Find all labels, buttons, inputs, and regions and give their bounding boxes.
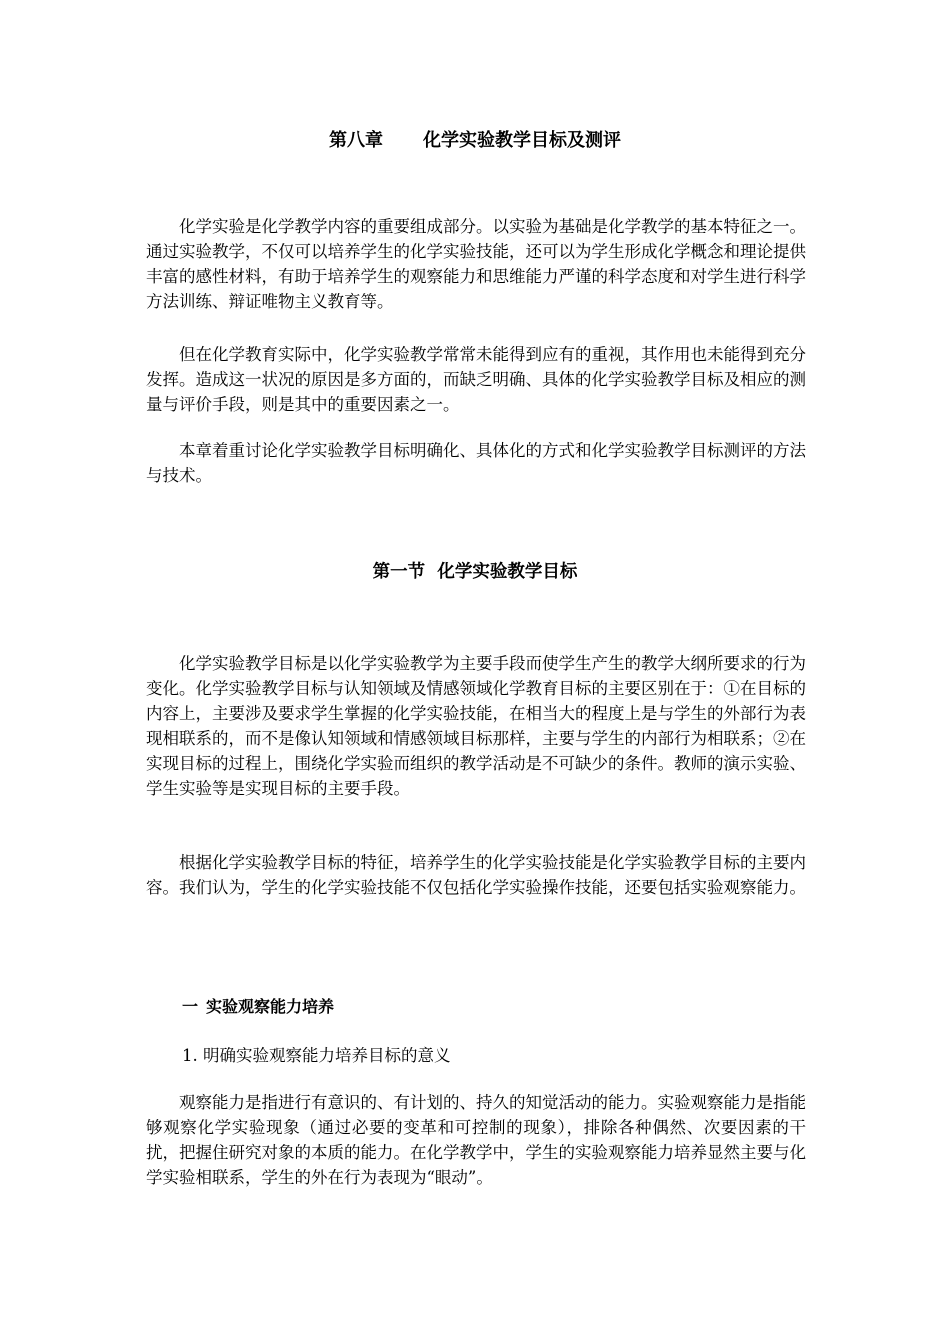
subsection-number: 一 <box>182 997 199 1016</box>
subsection-title: 实验观察能力培养 <box>206 997 335 1016</box>
intro-paragraph-1: 化学实验是化学教学内容的重要组成部分。以实验为基础是化学教学的基本特征之一。通过实验教学，不仅可以培养学生的化学实验技能，还可以为学生形成化学概念和理论提供丰富的感性材料，有助于培养学生的观察能力和思维能力严谨的科学态度和对学生进行科学方法训练、辩证唯物主义教育等。 <box>146 217 806 311</box>
intro-paragraph-3: 本章着重讨论化学实验教学目标明确化、具体化的方式和化学实验教学目标测评的方法与技术。 <box>146 441 806 485</box>
item-paragraph-1: 观察能力是指进行有意识的、有计划的、持久的知觉活动的能力。实验观察能力是指能够观察化学实验现象（通过必要的变革和可控制的现象），排除各种偶然、次要因素的干扰，把握住研究对象的本质的能力。在化学教学中，学生的实验观察能力培养显然主要与化学实验相联系，学生的外在行为表现为“眼动”。 <box>146 1093 806 1187</box>
section-paragraph-1: 化学实验教学目标是以化学实验教学为主要手段而使学生产生的教学大纲所要求的行为变化。化学实验教学目标与认知领域及情感领域化学教育目标的主要区别在于：①在目标的内容上，主要涉及要求学生掌握的化学实验技能，在相当大的程度上是与学生的外部行为表现相联系的，而不是像认知领域和情感领域目标那样，主要与学生的内部行为相联系；②在实现目标的过程上，围绕化学实验而组织的教学活动是不可缺少的条件。教师的演示实验、学生实验等是实现目标的主要手段。 <box>146 654 806 798</box>
chapter-name: 化学实验教学目标及测评 <box>423 130 621 151</box>
chapter-title <box>0 126 950 152</box>
chapter-number: 第八章 <box>329 130 383 151</box>
item-heading: 1. 明确实验观察能力培养目标的意义 <box>182 1046 451 1065</box>
subsection-heading <box>182 994 334 1017</box>
section-paragraph-2: 根据化学实验教学目标的特征，培养学生的化学实验技能是化学实验教学目标的主要内容。我们认为，学生的化学实验技能不仅包括化学实验操作技能，还要包括实验观察能力。 <box>146 853 806 897</box>
section-title: 第一节 化学实验教学目标 <box>372 562 578 582</box>
intro-paragraph-2: 但在化学教育实际中，化学实验教学常常未能得到应有的重视，其作用也未能得到充分发挥。造成这一状况的原因是多方面的，而缺乏明确、具体的化学实验教学目标及相应的测量与评价手段，则是其中的重要因素之一。 <box>146 345 806 414</box>
